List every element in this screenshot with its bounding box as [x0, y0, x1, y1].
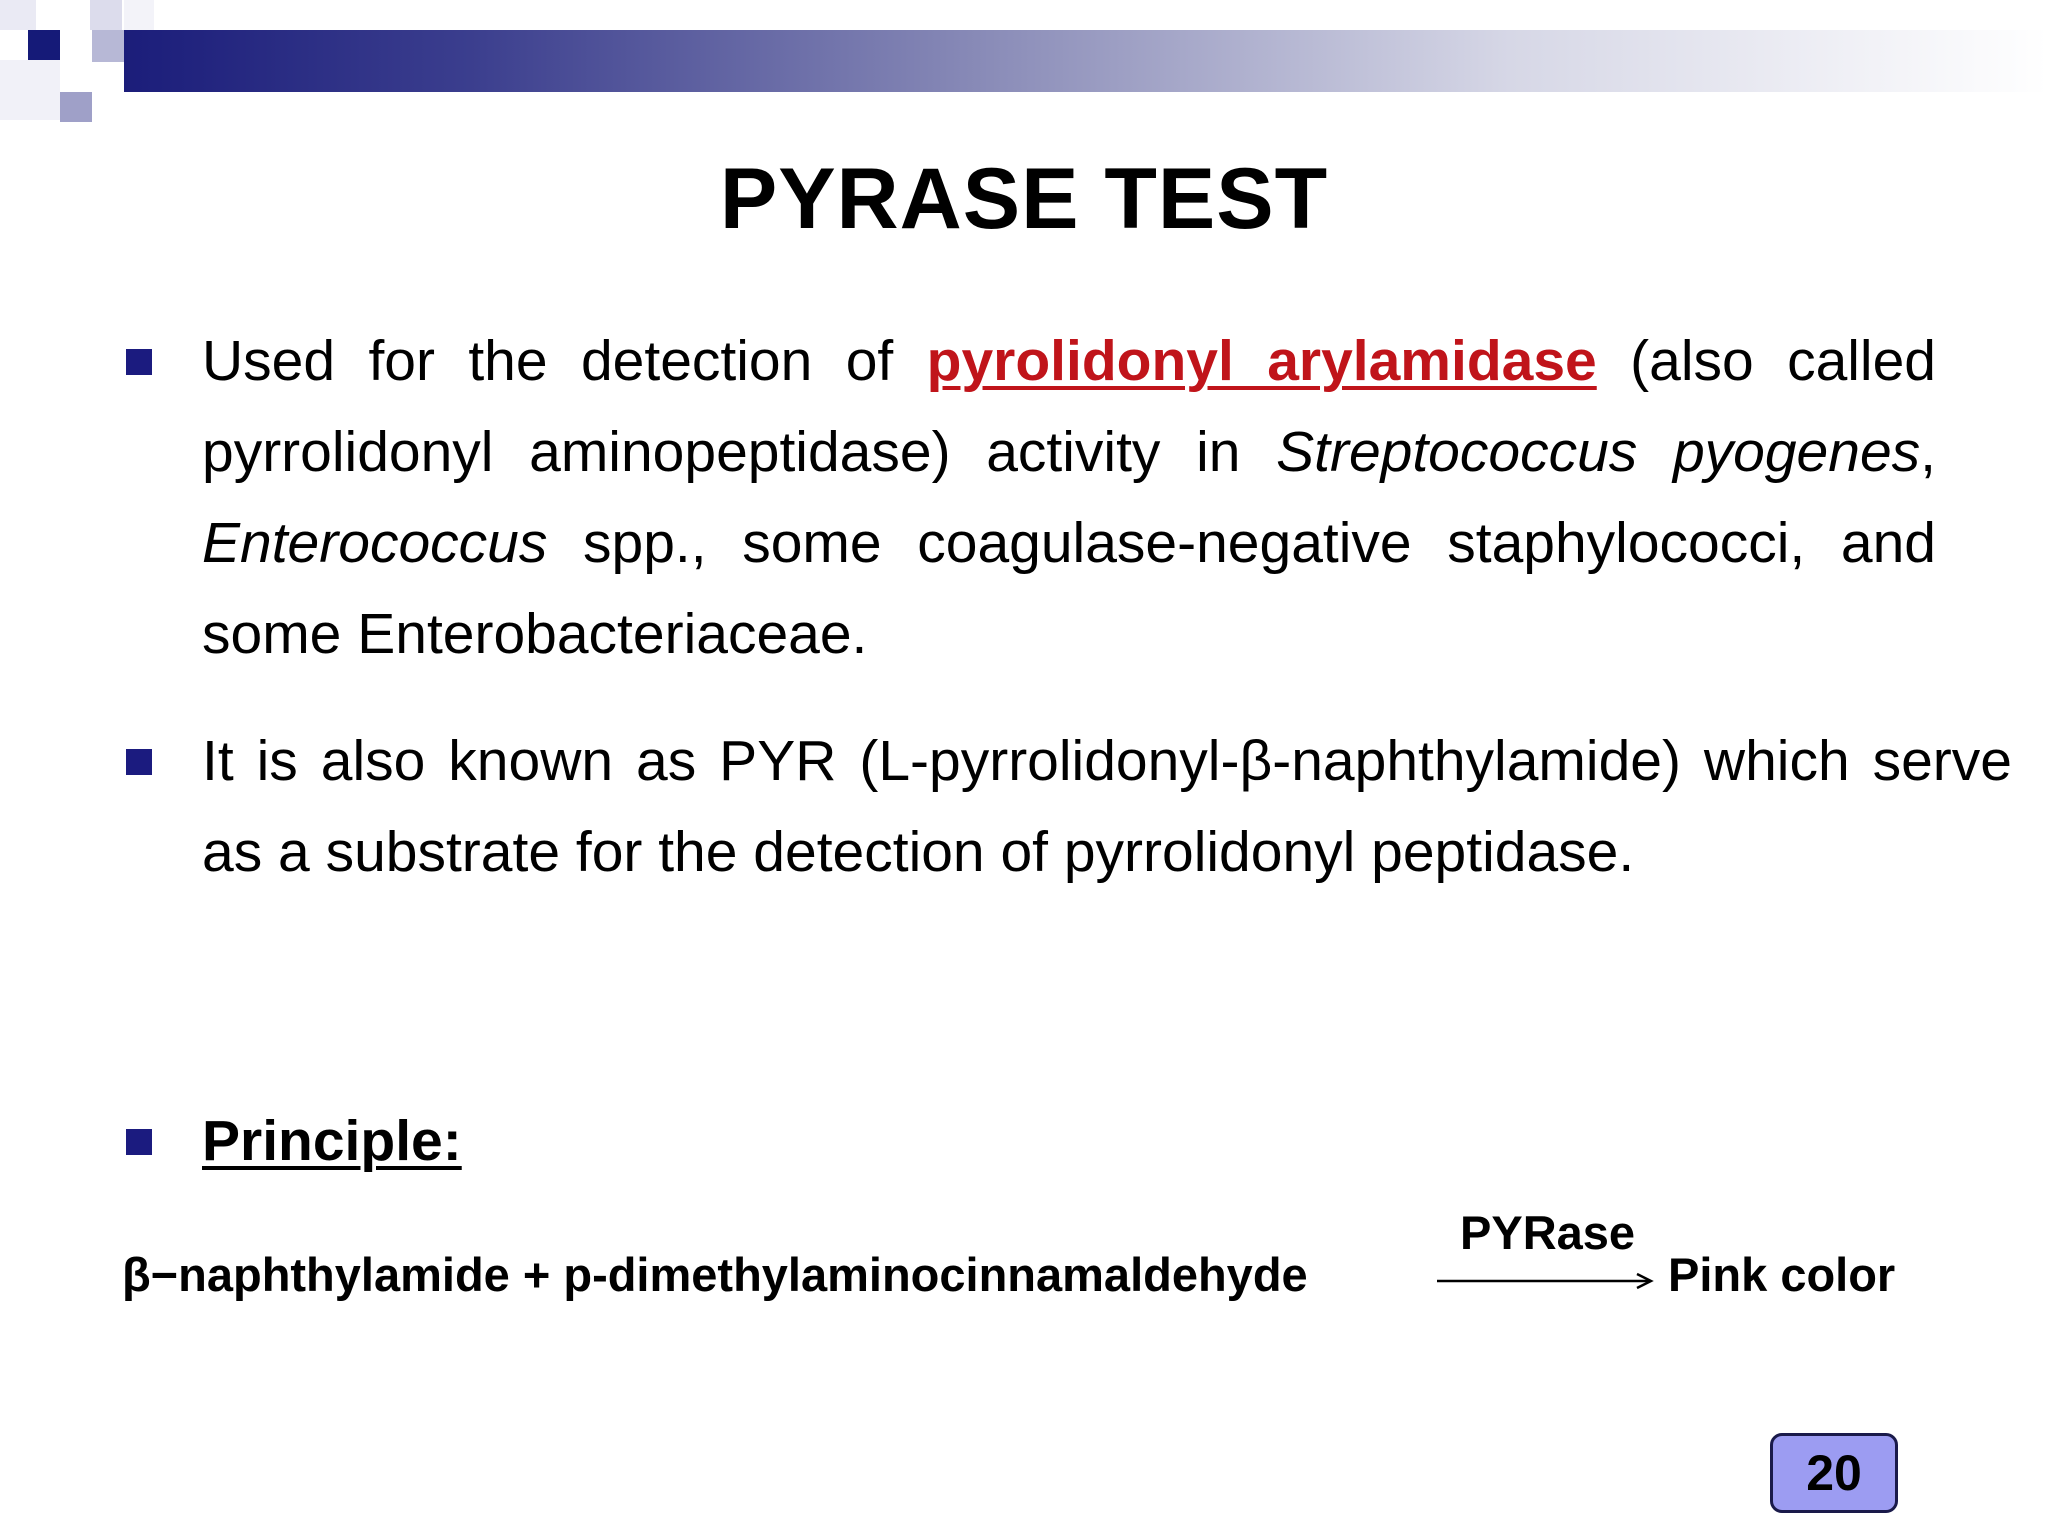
- page-number: 20: [1806, 1445, 1862, 1501]
- text-segment: ,: [1920, 420, 1936, 484]
- decor-square: [90, 0, 122, 30]
- bullet-square-icon: [126, 749, 152, 775]
- decor-square: [124, 0, 154, 30]
- decor-square: [0, 0, 36, 30]
- reaction-enzyme: PYRase: [1460, 1206, 1636, 1259]
- bullet-item: [126, 316, 1936, 680]
- bullet-square-icon: [126, 349, 152, 375]
- decor-square: [60, 92, 92, 122]
- italic-term: Enterococcus: [202, 511, 548, 575]
- reaction-arrow-icon: [1437, 1271, 1657, 1291]
- bullet-list: [126, 316, 2012, 1173]
- text-segment: Used for the detection of: [202, 329, 927, 393]
- principle-heading: Principle:: [202, 1109, 462, 1173]
- bullet-item: [126, 716, 2012, 898]
- reaction-reactants: β−naphthylamide + p-dimethylaminocinnamaldehyde: [122, 1248, 1308, 1301]
- header-gradient-bar: [124, 30, 2048, 92]
- bullet-text: [202, 316, 1936, 680]
- reaction-product: Pink color: [1668, 1248, 1896, 1301]
- text-segment: spp., some coagulase-negative staphylococci, and some Enterobacteriaceae.: [202, 511, 1936, 666]
- bullet-item: [126, 1096, 2012, 1187]
- decor-square: [0, 60, 60, 120]
- slide-title: PYRASE TEST: [719, 151, 1329, 247]
- bullet-text: It is also known as PYR (L-pyrrolidonyl-β-naphthylamide) which serve as a substrate for the detection of pyrrolidonyl peptidase.: [202, 729, 2012, 884]
- italic-term: Streptococcus pyogenes: [1276, 420, 1921, 484]
- bullet-square-icon: [126, 1129, 152, 1155]
- decor-square: [28, 30, 60, 60]
- decor-square: [92, 30, 124, 62]
- highlighted-term: pyrolidonyl arylamidase: [926, 329, 1597, 393]
- text-segment: (also called pyrrolidonyl aminopeptidase) activity in: [202, 329, 1936, 484]
- reaction-equation: [122, 1205, 1922, 1315]
- page-number-badge: [1770, 1433, 1898, 1513]
